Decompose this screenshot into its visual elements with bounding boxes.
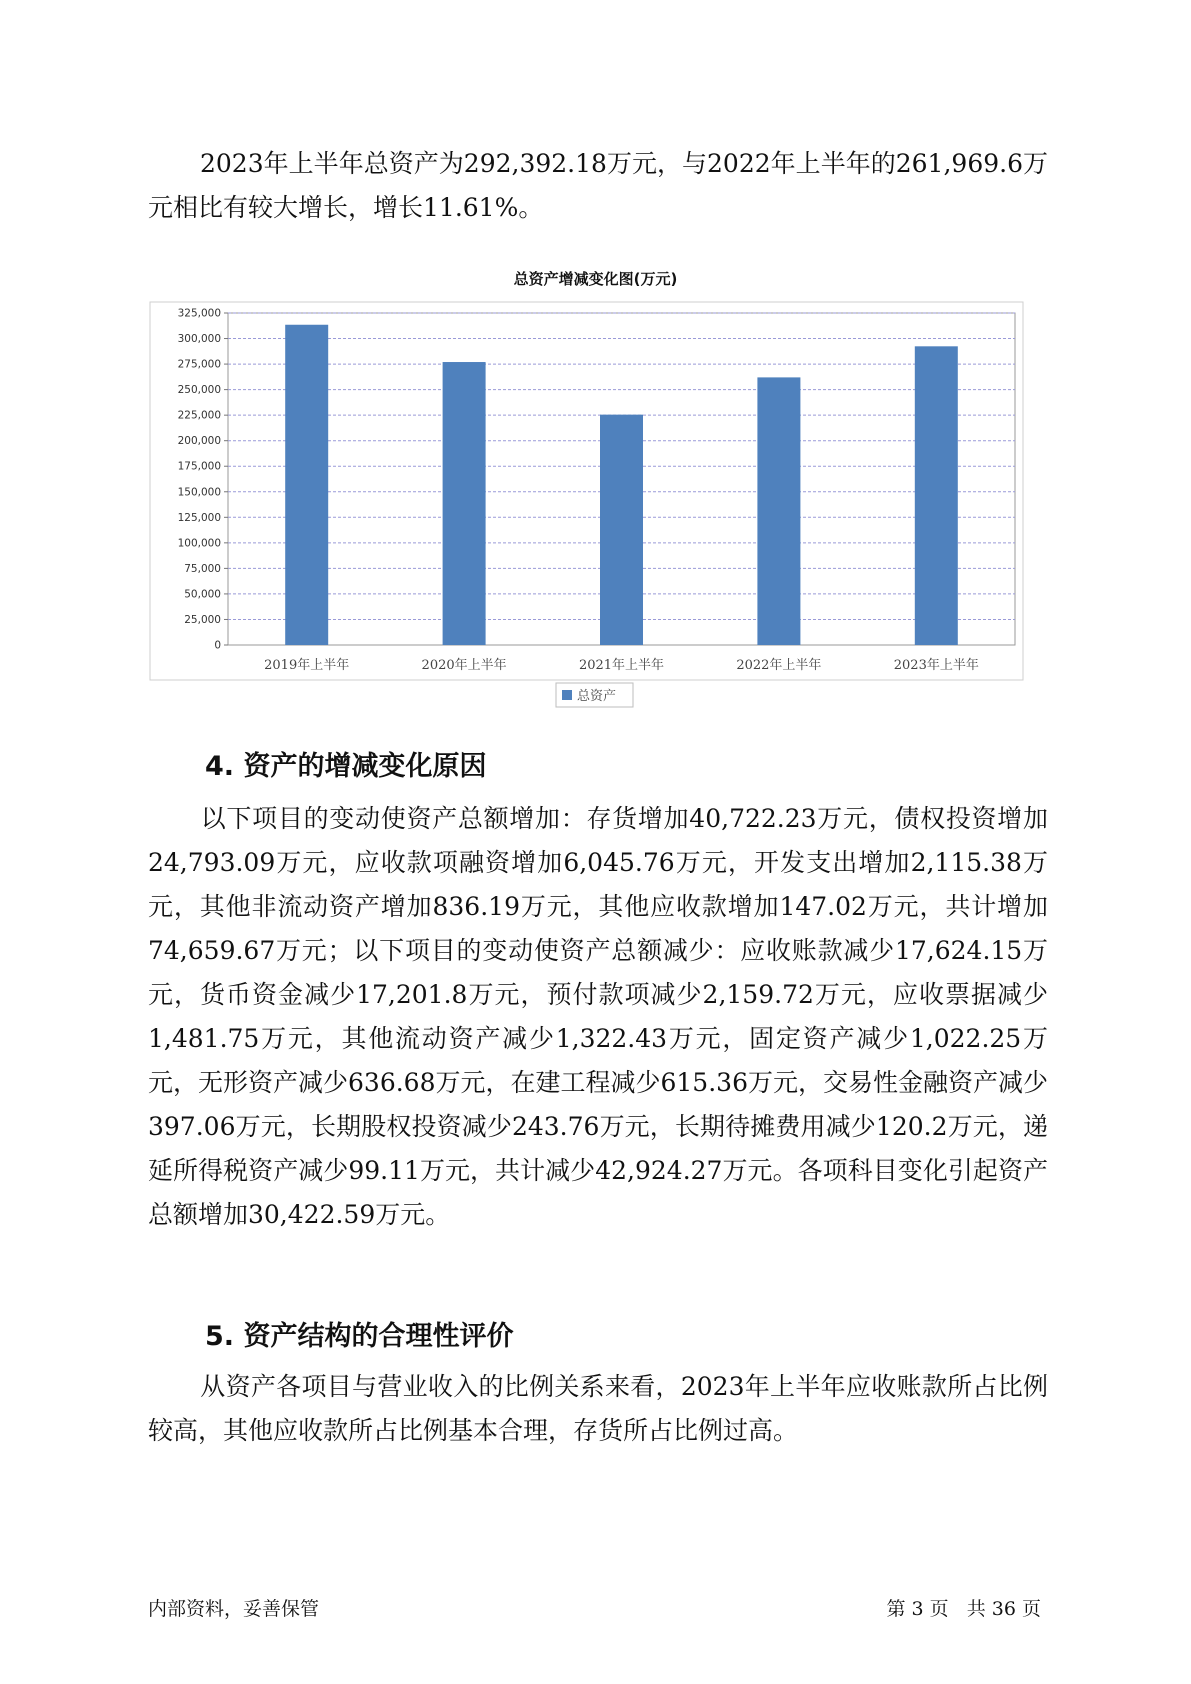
section-4-body-text: 以下项目的变动使资产总额增加：存货增加40,722.23万元，债权投资增加24,793.09万元，应收款项融资增加6,045.76万元，开发支出增加2,115.38万元，其他非流动资产增加836.19万元，其他应收款增加147.02万元，共计增加74,659.67万元；以下项目的变动使资产总额减少：应收账款减少17,624.15万元，货币资金减少17,201.8万元，预付款项减少2,159.72万元，应收票据减少1,481.75万元，其他流动资产减少1,322.43万元，固定资产减少1,022.25万元，无形资产减少636.68万元，在建工程减少615.36万元，交易性金融资产减少397.06万元，长期股权投资减少243.76万元，长期待摊费用减少120.2万元，递延所得税资产减少99.11万元，共计减少42,924.27万元。各项科目变化引起资产总额增加30,422.59万元。 (148, 804, 1048, 1229)
y-tick-label: 250,000 (177, 384, 221, 397)
x-tick-label: 2022年上半年 (736, 658, 822, 673)
y-tick-label: 200,000 (177, 435, 221, 448)
bar-1 (285, 325, 328, 645)
bar-4 (757, 377, 800, 645)
section-5-heading: 5. 资产结构的合理性评价 (205, 1321, 514, 1352)
y-tick-label: 275,000 (177, 358, 221, 371)
section-4-body (148, 797, 1048, 1237)
y-tick-label: 25,000 (184, 613, 221, 626)
y-tick-label: 225,000 (177, 409, 221, 422)
section-5-body-text: 从资产各项目与营业收入的比例关系来看，2023年上半年应收账款所占比例较高，其他应收款所占比例基本合理，存货所占比例过高。 (148, 1372, 1048, 1445)
chart-title: 总资产增减变化图(万元) (513, 270, 678, 288)
y-tick-label: 300,000 (177, 333, 221, 346)
y-tick-label: 325,000 (177, 307, 221, 320)
footer-left: 内部资料，妥善保管 (148, 1598, 320, 1620)
x-tick-label: 2023年上半年 (893, 658, 979, 673)
x-tick-label: 2021年上半年 (578, 658, 665, 673)
y-tick-label: 50,000 (184, 588, 221, 601)
y-tick-label: 100,000 (177, 537, 221, 550)
bar-2 (443, 362, 486, 645)
intro-paragraph-text: 2023年上半年总资产为292,392.18万元，与2022年上半年的261,969.6万元相比有较大增长，增长11.61%。 (148, 149, 1048, 222)
section-5-body (148, 1365, 1048, 1453)
footer-page-number: 第 3 页 共 36 页 (886, 1598, 1041, 1620)
bar-3 (600, 415, 643, 645)
y-tick-label: 175,000 (177, 460, 221, 473)
y-tick-label: 0 (214, 639, 221, 652)
y-tick-label: 75,000 (184, 562, 221, 575)
section-4-heading: 4. 资产的增减变化原因 (205, 751, 487, 782)
bar-5 (915, 346, 958, 645)
x-tick-label: 2020年上半年 (421, 658, 507, 673)
y-tick-label: 125,000 (177, 511, 221, 524)
legend-label: 总资产 (577, 689, 617, 704)
x-tick-label: 2019年上半年 (264, 658, 350, 673)
legend-swatch (562, 690, 572, 700)
bar-chart (0, 0, 1191, 720)
y-tick-label: 150,000 (177, 486, 221, 499)
